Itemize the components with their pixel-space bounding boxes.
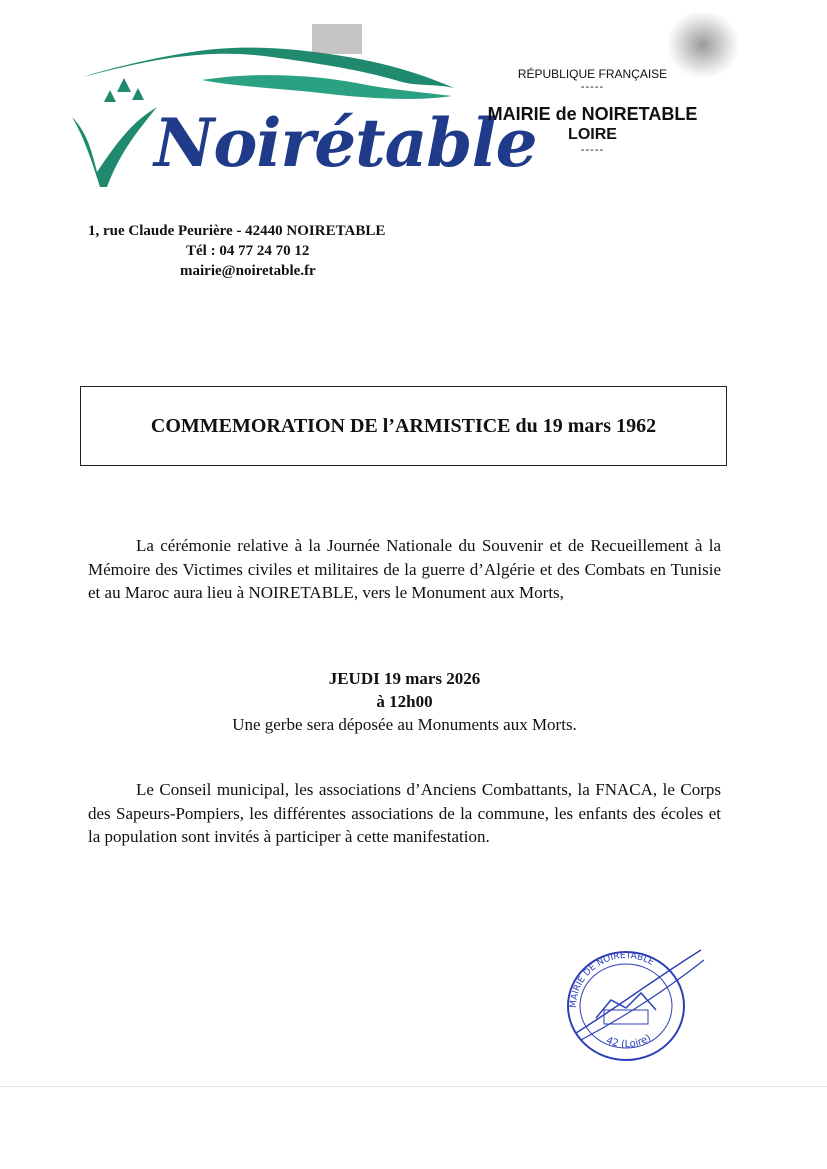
paragraph-invitation [88,778,721,849]
separator: ----- [580,144,605,156]
paragraph-ceremony [88,534,721,605]
stamp-seal [556,938,706,1068]
event-time: à 12h00 [376,692,433,711]
separator: ----- [580,81,605,93]
address: 1, rue Claude Peurière - 42440 NOIRETABLE [88,223,386,239]
logo-wordmark: Noirétable [154,104,537,182]
stamp-text-bottom: 42 (Loire) [604,1032,654,1051]
phone: Tél : 04 77 24 70 12 [186,243,310,259]
mairie-title: MAIRIE de NOIRETABLE [487,104,698,124]
contact-block [88,221,428,281]
paragraph-text: La cérémonie relative à la Journée Nationale du Souvenir et de Recueillement à la Mémoire des Victimes civiles et militaires de la guerre d’Algérie et des Combats en Tunisie et au Maroc aura lieu à NOIRETABLE, vers le Monument aux Morts, [88,536,721,602]
department-label: LOIRE [568,126,617,143]
paragraph-text: Le Conseil municipal, les associations d’Anciens Combattants, la FNACA, le Corps des Sapeurs-Pompiers, les différentes associations de la commune, les enfants des écoles et la population sont invités à participer à cette manifestation. [88,780,721,846]
page-divider [0,1086,827,1087]
svg-text:42 (Loire) [604,1033,653,1051]
svg-text:MAIRIE DE NOIRETABLE [569,951,656,1008]
title-text: COMMEMORATION DE l’ARMISTICE du 19 mars 1962 [150,414,657,437]
republique-label: RÉPUBLIQUE FRANÇAISE [517,67,668,81]
email: mairie@noiretable.fr [180,263,316,279]
scan-artifact [668,12,738,77]
official-stamp [556,938,706,1068]
municipal-logo [62,22,537,197]
wreath-note: Une gerbe sera déposée au Monuments aux Morts. [232,715,577,734]
official-header [470,66,715,156]
stamp-text-top: MAIRIE DE NOIRETABLE [568,950,656,1009]
document-title [80,386,727,466]
event-date: JEUDI 19 mars 2026 [328,669,481,688]
